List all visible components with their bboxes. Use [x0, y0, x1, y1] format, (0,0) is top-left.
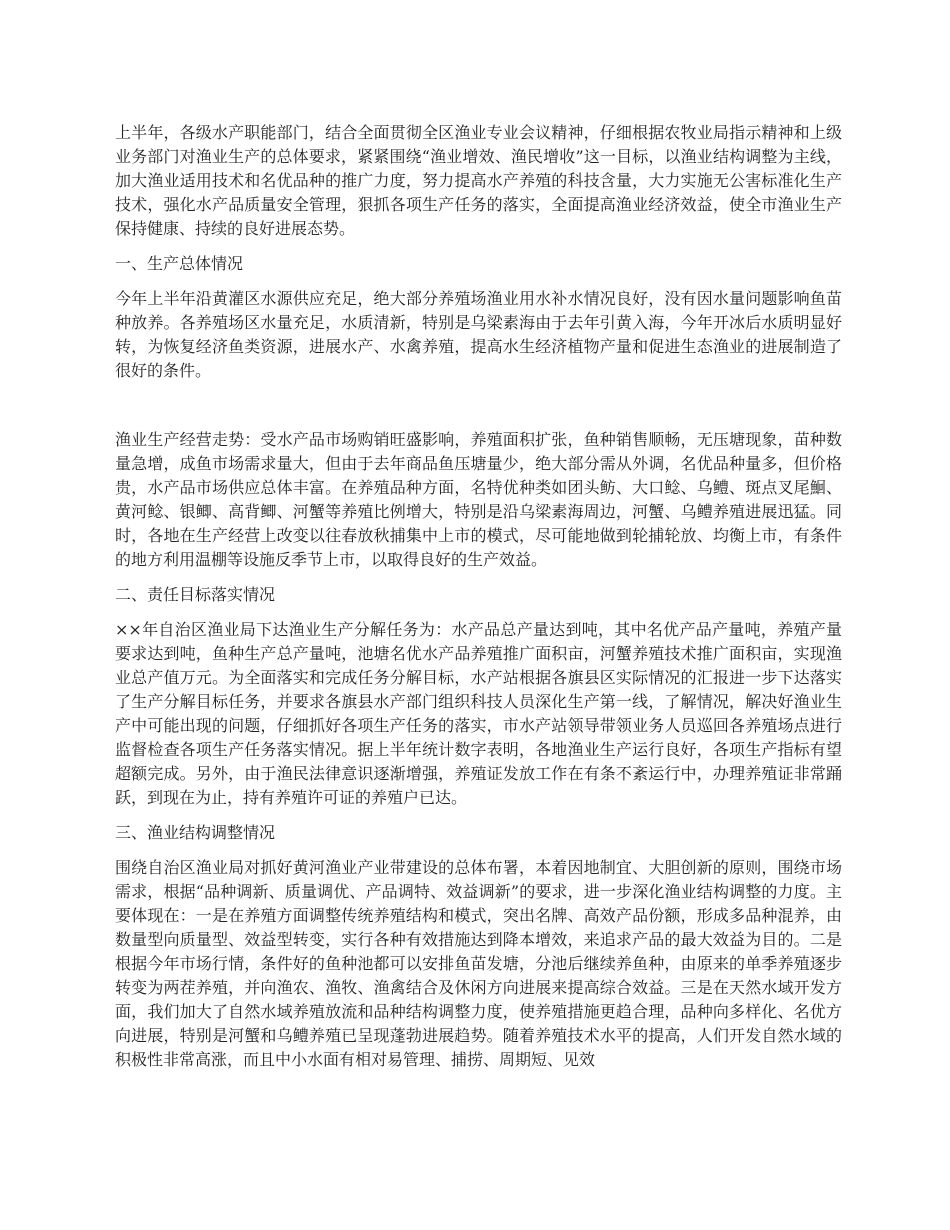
- section-heading-3: 三、渔业结构调整情况: [115, 823, 276, 842]
- section-heading-1: 一、生产总体情况: [115, 254, 244, 273]
- intro-paragraph: 上半年，各级水产职能部门，结合全面贯彻全区渔业专业会议精神，仔细根据农牧业局指示精神和上级业务部门对渔业生产的总体要求，紧紧围绕“渔业增效、渔民增收”这一目标，以渔业结构调整为主线，加大渔业适用技术和名优品种的推广力度，努力提高水产养殖的科技含量，大力实施无公害标准化生产技术，强化水产品质量安全管理，狠抓各项生产任务的落实，全面提高渔业经济效益，使全市渔业生产保持健康、持续的良好进展态势。: [115, 123, 842, 238]
- document-body: [115, 121, 842, 1083]
- blank-spacer: [115, 394, 842, 428]
- structure-adjustment-paragraph: 围绕自治区渔业局对抓好黄河渔业产业带建设的总体布署，本着因地制宜、大胆创新的原则，围绕市场需求，根据“品种调新、质量调优、产品调特、效益调新”的要求，进一步深化渔业结构调整的力度。主要体现在：一是在养殖方面调整传统养殖结构和模式，突出名牌、高效产品份额，形成多品种混养，由数量型向质量型、效益型转变，实行各种有效措施达到降本增效，来追求产品的最大效益为目的。二是根据今年市场行情，条件好的鱼种池都可以安排鱼苗发塘，分池后继续养鱼种，由原来的单季养殖逐步转变为两茬养殖，并向渔农、渔牧、渔禽结合及休闲方向进展来提高综合效益。三是在天然水域开发方面，我们加大了自然水域养殖放流和品种结构调整力度，使养殖措施更趋合理，品种向多样化、名优方向进展，特别是河蟹和乌鳢养殖已呈现蓬勃进展趋势。随着养殖技术水平的提高，人们开发自然水域的积极性非常高涨，而且中小水面有相对易管理、捕捞、周期短、见效: [115, 858, 842, 1069]
- target-implementation-paragraph: ××年自治区渔业局下达渔业生产分解任务为：水产品总产量达到吨，其中名优产品产量吨，养殖产量要求达到吨，鱼种生产总产量吨，池塘名优水产品养殖推广面积亩，河蟹养殖技术推广面积亩，实现渔业总产值万元。为全面落实和完成任务分解目标，水产站根据各旗县区实际情况的汇报进一步下达落实了生产分解目标任务，并要求各旗县水产部门组织科技人员深化生产第一线，了解情况，解决好渔业生产中可能出现的问题，仔细抓好各项生产任务的落实，市水产站领导带领业务人员巡回各养殖场点进行监督检查各项生产任务落实情况。据上半年统计数字表明，各地渔业生产运行良好，各项生产指标有望超额完成。另外，由于渔民法律意识逐渐增强，养殖证发放工作在有条不紊运行中，办理养殖证非常踊跃，到现在为止，持有养殖许可证的养殖户已达。: [115, 620, 842, 807]
- production-overview-paragraph: 今年上半年沿黄灌区水源供应充足，绝大部分养殖场渔业用水补水情况良好，没有因水量问题影响鱼苗种放养。各养殖场区水量充足，水质清新，特别是乌梁素海由于去年引黄入海，今年开冰后水质明显好转，为恢复经济鱼类资源，进展水产、水禽养殖，提高水生经济植物产量和促进生态渔业的进展制造了很好的条件。: [115, 289, 842, 380]
- section-heading-2: 二、责任目标落实情况: [115, 585, 276, 604]
- market-trend-paragraph: 渔业生产经营走势：受水产品市场购销旺盛影响，养殖面积扩张，鱼种销售顺畅，无压塘现象，苗种数量急增，成鱼市场需求量大，但由于去年商品鱼压塘量少，绝大部分需从外调，名优品种量多，但价格贵，水产品市场供应总体丰富。在养殖品种方面，名特优种类如团头鲂、大口鲶、乌鳢、斑点叉尾鮰、黄河鲶、银鲫、高背鲫、河蟹等养殖比例增大，特别是沿乌梁素海周边，河蟹、乌鳢养殖进展迅猛。同时，各地在生产经营上改变以往春放秋捕集中上市的模式，尽可能地做到轮捕轮放、均衡上市，有条件的地方利用温棚等设施反季节上市，以取得良好的生产效益。: [115, 430, 842, 569]
